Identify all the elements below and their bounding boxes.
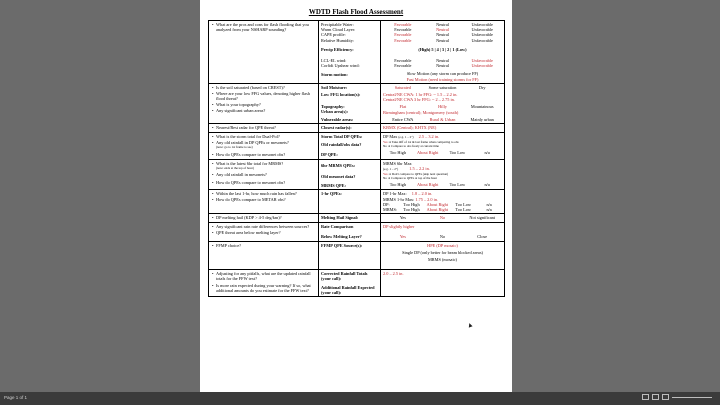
option-too-low[interactable]: Too Low <box>455 207 471 213</box>
dp-1hr-label: DP 1-hr Max: <box>383 191 407 197</box>
question-more-rain: • Is more rain expected during your warning? If so, what additional amounts do you estimate for the FFW text? <box>211 283 316 293</box>
option-unfavorable[interactable]: Unfavorable <box>471 63 493 69</box>
options-rh <box>383 38 502 43</box>
question-cell <box>209 190 319 214</box>
label-closest-radar: Closest radar(s): <box>321 125 352 131</box>
option-favorable[interactable]: Favorable <box>394 37 412 43</box>
table-row-dualpol <box>209 133 505 160</box>
label-mrms-6hr: 6hr MRMS QPEs: <box>321 162 356 168</box>
table-row-ffmp <box>209 241 505 269</box>
question-urban: • Any significant urban areas? <box>211 108 316 113</box>
radar-value[interactable]: KBMX (Central); KHTX (NE) <box>383 125 437 131</box>
dp-max-value[interactable]: 2.5 – 3.2 in. <box>418 134 440 140</box>
option-about-right[interactable]: About Right <box>416 182 439 188</box>
question-dp-note: (note: go to 1st frame to see) <box>216 145 253 150</box>
label-dp-qpe: DP QPE: <box>321 152 338 158</box>
label-dp-old-data: Old rainfall/obs data? <box>321 142 362 148</box>
question-mrms-compare: • How do QPEs compare to mesonet obs? <box>211 180 316 185</box>
ffg-value-1hr[interactable]: Central/NE CWA: 1 hr FFG: ~ 1.5 – 2.2 in. <box>383 92 458 98</box>
answer-cell <box>381 223 505 241</box>
label-soil-moisture: Soil Moisture: <box>321 84 348 90</box>
label-cell <box>319 133 381 160</box>
question-mrms-note: (note: ends at the top of hour) <box>216 165 254 170</box>
question-cell <box>209 21 319 84</box>
option-no[interactable]: No <box>439 234 446 240</box>
option-neutral[interactable]: Neutral <box>436 32 449 38</box>
question-dp-old-rain: • Any old rainfall in DP QPEs or mesonets? <box>211 140 316 145</box>
option-some-saturation[interactable]: Some saturation <box>428 84 457 90</box>
options-mrms-qpe <box>383 182 502 187</box>
answer-cell <box>381 159 505 190</box>
option-na[interactable]: n/a <box>484 150 490 156</box>
option-mrms[interactable]: MRMS (mosaic) <box>427 257 457 263</box>
label-melting-hail: Melting Hail Signal: <box>321 215 359 221</box>
storm-motion-slow[interactable]: Slow Motion (any storm can produce FF) <box>406 71 479 77</box>
options-hail <box>383 215 502 220</box>
question-dp-compare: • How do QPEs compare to mesonet obs? <box>211 152 316 157</box>
mrms-1hr-value[interactable]: 1.75 – 2.0 in. <box>415 196 439 202</box>
single-page-view-icon[interactable] <box>642 394 649 400</box>
option-not-significant[interactable]: Not significant <box>469 215 496 221</box>
answer-cell <box>381 133 505 160</box>
scroll-view-icon[interactable] <box>662 394 669 400</box>
document-title: WDTD Flash Flood Assessment <box>308 8 404 16</box>
mrms-no-text: Compare to QPEs at top of the hour <box>391 175 437 180</box>
urban-value[interactable]: Birmingham (central); Montgomery (south) <box>383 109 459 115</box>
answer-cell <box>381 241 505 269</box>
dp-1hr-value[interactable]: 1.8 – 2.0 in. <box>411 191 433 197</box>
label-below-melting: Below Melting Layer? <box>321 234 362 240</box>
option-hpe[interactable]: HPE (DP mosaic) <box>427 242 458 248</box>
option-rural-urban[interactable]: Rural & Urban <box>429 116 456 122</box>
question-soil: • Is the soil saturated (based on CREST)? <box>211 85 316 90</box>
options-topography <box>383 104 502 109</box>
label-cell <box>319 223 381 241</box>
question-ffmp: • FFMP choice? <box>211 243 316 248</box>
option-favorable[interactable]: Favorable <box>394 32 412 38</box>
option-mountainous[interactable]: Mountainous <box>470 104 494 110</box>
label-additional-rain: Additional Rainfall Expected (your call): <box>321 285 375 296</box>
option-single-dp[interactable]: Single DP (only better for beam blocked areas) <box>402 249 483 255</box>
option-unfavorable[interactable]: Unfavorable <box>471 37 493 43</box>
label-cell <box>319 269 381 297</box>
question-mrms-total: • What is the latest 6hr total for MRMS? <box>211 161 316 166</box>
question-cell <box>209 241 319 269</box>
dp-no-text: Compare to obs freely at current time <box>391 143 439 148</box>
label-warm-cloud: Warm Cloud Layer: <box>321 27 356 33</box>
question-topography: • What is your topography? <box>211 102 316 107</box>
label-urban-areas: Urban area(s): <box>321 109 349 115</box>
label-storm-motion: Storm motion: <box>321 72 348 78</box>
label-cell <box>319 214 381 223</box>
label-rate-comparison: Rate Comparison <box>321 224 354 230</box>
question-cell <box>209 223 319 241</box>
table-row-mrms <box>209 159 505 190</box>
answer-cell <box>381 190 505 214</box>
table-row-1hr <box>209 190 505 214</box>
option-unfavorable[interactable]: Unfavorable <box>471 22 493 27</box>
option-neutral[interactable]: Neutral <box>436 37 449 43</box>
storm-motion-fast[interactable]: Fast Motion (need training storms for FF) <box>406 76 479 82</box>
question-sounding: • What are the pros and cons for flash flooding that you analyzed from your NSHARP sounding? <box>211 22 316 32</box>
label-cell <box>319 21 381 84</box>
option-entire-cwa[interactable]: Entire CWA <box>392 116 414 122</box>
label-lcl-el-wind: LCL-EL wind: <box>321 58 347 64</box>
mouse-cursor-icon <box>467 322 472 327</box>
option-na[interactable]: n/a <box>484 182 490 188</box>
label-ffg-location: Low FFG location(s): <box>321 92 361 98</box>
question-metar-compare: • How do QPEs compare to METAR obs? <box>211 197 316 202</box>
option-saturated[interactable]: Saturated <box>394 84 411 90</box>
dp-prefix: DP: <box>383 201 390 207</box>
option-yes[interactable]: Yes <box>383 139 388 144</box>
dp-max-label: DP Max <box>383 134 398 140</box>
label-cell <box>319 190 381 214</box>
label-cell <box>319 83 381 123</box>
mrms-max-label: MRMS 6hr Max <box>383 160 412 166</box>
question-rate-diff: • Any significant rain rate differences between sources? <box>211 224 316 229</box>
option-close[interactable]: Close <box>477 234 488 240</box>
table-row-soil <box>209 83 505 123</box>
label-mrms-qpe: MRMS QPE: <box>321 183 346 189</box>
option-neutral[interactable]: Neutral <box>436 58 449 64</box>
option-about-right[interactable]: About Right <box>426 207 449 213</box>
option-na[interactable]: n/a <box>486 207 492 213</box>
option-neutral[interactable]: Neutral <box>436 63 449 69</box>
option-too-high[interactable]: Too High <box>403 207 420 213</box>
answer-cell <box>381 21 505 84</box>
option-about-right[interactable]: About Right <box>416 150 439 156</box>
label-pwat: Precipitable Water: <box>321 22 354 27</box>
question-cell <box>209 159 319 190</box>
option-too-high[interactable]: Too High <box>389 150 407 156</box>
question-dp-total: • What is the storm total for Dual-Pol? <box>211 134 316 139</box>
option-favorable[interactable]: Favorable <box>394 63 412 69</box>
option-too-high[interactable]: Too High <box>403 201 420 207</box>
option-no[interactable]: No <box>439 215 446 221</box>
precip-efficiency-scale[interactable]: (High) 5 | 4 | 3 | 2 | 1 (Low) <box>418 46 467 52</box>
option-na[interactable]: n/a <box>486 201 492 207</box>
option-neutral[interactable]: Neutral <box>436 27 449 33</box>
question-cell <box>209 214 319 223</box>
two-page-view-icon[interactable] <box>652 394 659 400</box>
mrms-prefix: MRMS: <box>383 207 398 213</box>
label-corfidi-wind: Corfidi Upshear wind: <box>321 63 360 69</box>
dp-max-note: (e.g. 1 – 2") <box>398 135 414 140</box>
corrected-totals-value[interactable]: 2.0 – 2.5 in. <box>383 270 404 276</box>
dp-old-no <box>383 145 502 149</box>
assessment-table <box>208 20 505 297</box>
option-too-low[interactable]: Too Low <box>449 182 466 188</box>
arrow-right-icon: ➔ <box>388 171 392 176</box>
label-dp-storm-total: Storm Total DP QPEs: <box>321 134 363 140</box>
mrms-yes-text: Don't compare to QPEs (skip next question) <box>391 171 449 176</box>
mrms-max-value[interactable]: 1.5 – 2.2 in. <box>409 166 430 172</box>
answer-cell <box>381 214 505 223</box>
question-melting-layer: • QPE threat area below melting layer? <box>211 230 316 235</box>
label-cell <box>319 159 381 190</box>
question-cell <box>209 124 319 133</box>
question-1hr-rain: • Within the last 1-hr, how much rain has fallen? <box>211 191 316 196</box>
arrow-right-icon: ➔ <box>388 139 392 144</box>
option-dry[interactable]: Dry <box>478 84 486 90</box>
page-indicator: Page 1 of 1 <box>4 395 28 400</box>
question-radar: • Nearest/Best radar for QPE threat? <box>211 125 316 130</box>
label-precip-efficiency: Precip Efficiency: <box>321 46 354 52</box>
options-melting-layer <box>383 234 502 239</box>
table-row-totals <box>209 269 505 297</box>
option-favorable[interactable]: Favorable <box>394 27 412 33</box>
options-mrms-metar <box>383 207 502 212</box>
label-vulnerable-areas: Vulnerable areas: <box>321 116 354 122</box>
question-updated-totals: • Adjusting for any pitfalls, what are the updated rainfall totals for the FFW text? <box>211 271 316 281</box>
option-yes[interactable]: Yes <box>399 215 406 221</box>
arrow-right-icon: ➔ <box>387 143 391 148</box>
dp-yes-text: Take diff of 1st & last frame when comparing to obs <box>391 139 459 144</box>
option-mainly-urban[interactable]: Mainly urban <box>470 116 494 122</box>
label-cell <box>319 124 381 133</box>
option-flat[interactable]: Flat <box>399 104 407 110</box>
table-row-sounding <box>209 21 505 84</box>
label-ffmp-source: FFMP QPE Source(s): <box>321 242 363 248</box>
label-topography: Topography: <box>321 104 345 110</box>
option-unfavorable[interactable]: Unfavorable <box>471 32 493 38</box>
options-soil <box>383 85 502 90</box>
option-favorable[interactable]: Favorable <box>394 58 412 64</box>
label-mrms-old-data: Old mesonet data? <box>321 174 356 180</box>
question-mrms-old-rain: • Any old rainfall in mesonets? <box>211 172 316 177</box>
option-too-low[interactable]: Too Low <box>455 201 471 207</box>
option-favorable[interactable]: Favorable <box>394 22 412 27</box>
options-dp-qpe <box>383 150 502 155</box>
option-no[interactable]: No <box>383 175 387 180</box>
option-hilly[interactable]: Hilly <box>438 104 447 110</box>
zoom-slider[interactable] <box>672 397 712 398</box>
label-cape: CAPE profile: <box>321 32 346 38</box>
mrms-old-no <box>383 177 502 181</box>
viewer-status-bar <box>0 392 720 405</box>
question-cell <box>209 133 319 160</box>
question-hail: • DP melting hail (KDP > 4-5 deg/km)? <box>211 215 316 220</box>
rate-comparison-value[interactable]: DP slightly higher <box>383 224 415 230</box>
option-unfavorable[interactable]: Unfavorable <box>471 58 493 64</box>
document-page <box>200 0 512 392</box>
option-yes[interactable]: Yes <box>383 171 388 176</box>
ffg-value-3hr[interactable]: Central/NE CWA 3 hr FFG: ~ 2 – 2.75 in. <box>383 97 455 103</box>
mrms-max-note: (e.g. 1 – 2") <box>383 167 399 172</box>
answer-cell <box>381 83 505 123</box>
option-yes[interactable]: Yes <box>399 234 406 240</box>
table-row-rate <box>209 223 505 241</box>
option-neutral[interactable]: Neutral <box>436 22 449 27</box>
table-row-hail <box>209 214 505 223</box>
option-too-high[interactable]: Too High <box>389 182 407 188</box>
option-no[interactable]: No <box>383 143 387 148</box>
label-rh: Relative Humidity: <box>321 37 355 43</box>
arrow-right-icon: ➔ <box>387 175 391 180</box>
question-cell <box>209 269 319 297</box>
mrms-1hr-label: MRMS 1-hr Max: <box>383 196 415 202</box>
question-cell <box>209 83 319 123</box>
answer-cell <box>381 269 505 297</box>
table-row-radar <box>209 124 505 133</box>
view-controls <box>642 394 712 400</box>
options-vulnerable <box>383 117 502 122</box>
question-ffg: • Where are your low FFG values, denoting higher flash flood threat? <box>211 91 316 101</box>
option-too-low[interactable]: Too Low <box>449 150 466 156</box>
label-cell <box>319 241 381 269</box>
options-corfidi-wind <box>383 63 502 68</box>
option-unfavorable[interactable]: Unfavorable <box>471 27 493 33</box>
label-1hr-qpe: 1-hr QPEs: <box>321 191 342 197</box>
label-corrected-totals: Corrected Rainfall Totals (your call): <box>321 270 368 281</box>
option-about-right[interactable]: About Right <box>426 201 449 207</box>
answer-cell <box>381 124 505 133</box>
